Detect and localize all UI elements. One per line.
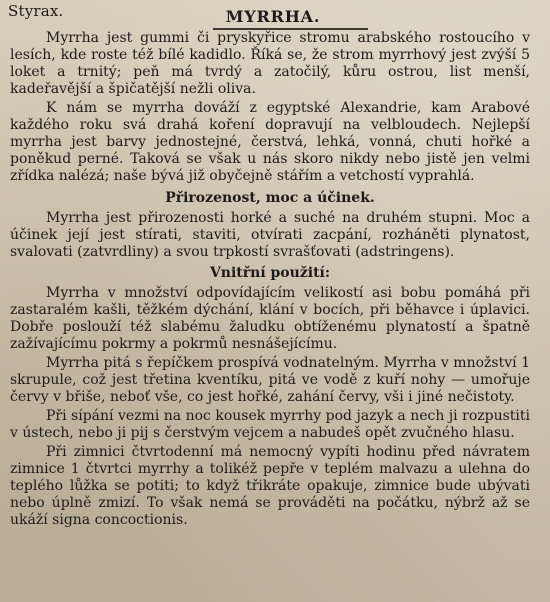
internal-use-paragraph-3: Při sípání vezmi na noc kousek myrrhy pod jazyk a nech ji rozpustiti v ústech, nebo ji pij s čerstvým vejcem a nabudeš opět zvučného hlasu. (10, 408, 530, 441)
section-heading-nature: Přirozenost, moc a účinek. (165, 190, 375, 206)
internal-use-paragraph-4: Při zimnici čtvrtodenní má nemocný vypíti hodinu před návratem zimnice 1 čtvrtci myrrhy a tolikéž pepře v teplém malvazu a ulehna do teplého lůžka se potiti; to když třikráte opakuje, zimnice bude ubývati nebo úplně zmizí. To však nemá se prováděti na počátku, nýbrž až se ukáží signa concoctionis. (10, 444, 530, 528)
internal-use-paragraph-1: Myrrha v množství odpovídajícím velikostí asi bobu pomáhá při zastaralém kašli, těžkém dýchání, klání v bocích, při běhavce i úplavici. Dobře poslouží též slabému žaludku obtíženému plynatostí a špatně zažívajícímu pokrmy a pokrmů nesnášejícímu. (10, 285, 530, 352)
intro-paragraph-2: K nám se myrrha dováží z egyptské Alexandrie, kam Arabové každého roku svá drahá koření dopravují na velbloudech. Nejlepší myrrha jest barvy jednostejné, čerstvá, lehká, vonná, chuti hořké a poněkud perné. Taková se však u nás skoro nikdy nebo jistě jen velmi zřídka nalézá; naše bývá již obyčejně stářím a vetchostí vyprahlá. (10, 100, 530, 184)
page-header (8, 2, 538, 28)
section-heading-internal-use: Vnitřní použití: (209, 265, 331, 281)
internal-use-paragraph-2: Myrrha pitá s řepíčkem prospívá vodnatelným. Myrrha v množství 1 skrupule, což jest třetina kventíku, pitá ve vodě z kuří nohy — umořuje červy v břiše, neboť vše, co jest hořké, zahání červy, vši i jiné nečistoty. (10, 355, 530, 405)
nature-paragraph: Myrrha jest přirozenosti horké a suché na druhém stupni. Moc a účinek její jest stírati, staviti, otvírati zacpání, rozháněti plynatost, svalovati (zatvrdliny) a svou trpkostí svrašťovati (adstringens). (10, 210, 530, 260)
article-title: MYRRHA. (225, 7, 321, 26)
article-body (10, 30, 530, 529)
intro-paragraph-1: Myrrha jest gummi či pryskyřice stromu arabského rostoucího v lesích, kde roste též bílé kadidlo. Říká se, že strom myrrhový jest zvýší 5 loket a trnitý; peň má tvrdý a zatočilý, kůru ostrou, list menší, kadeřavější a špičatější nežli oliva. (10, 30, 530, 97)
running-head: Styrax. (8, 2, 64, 20)
